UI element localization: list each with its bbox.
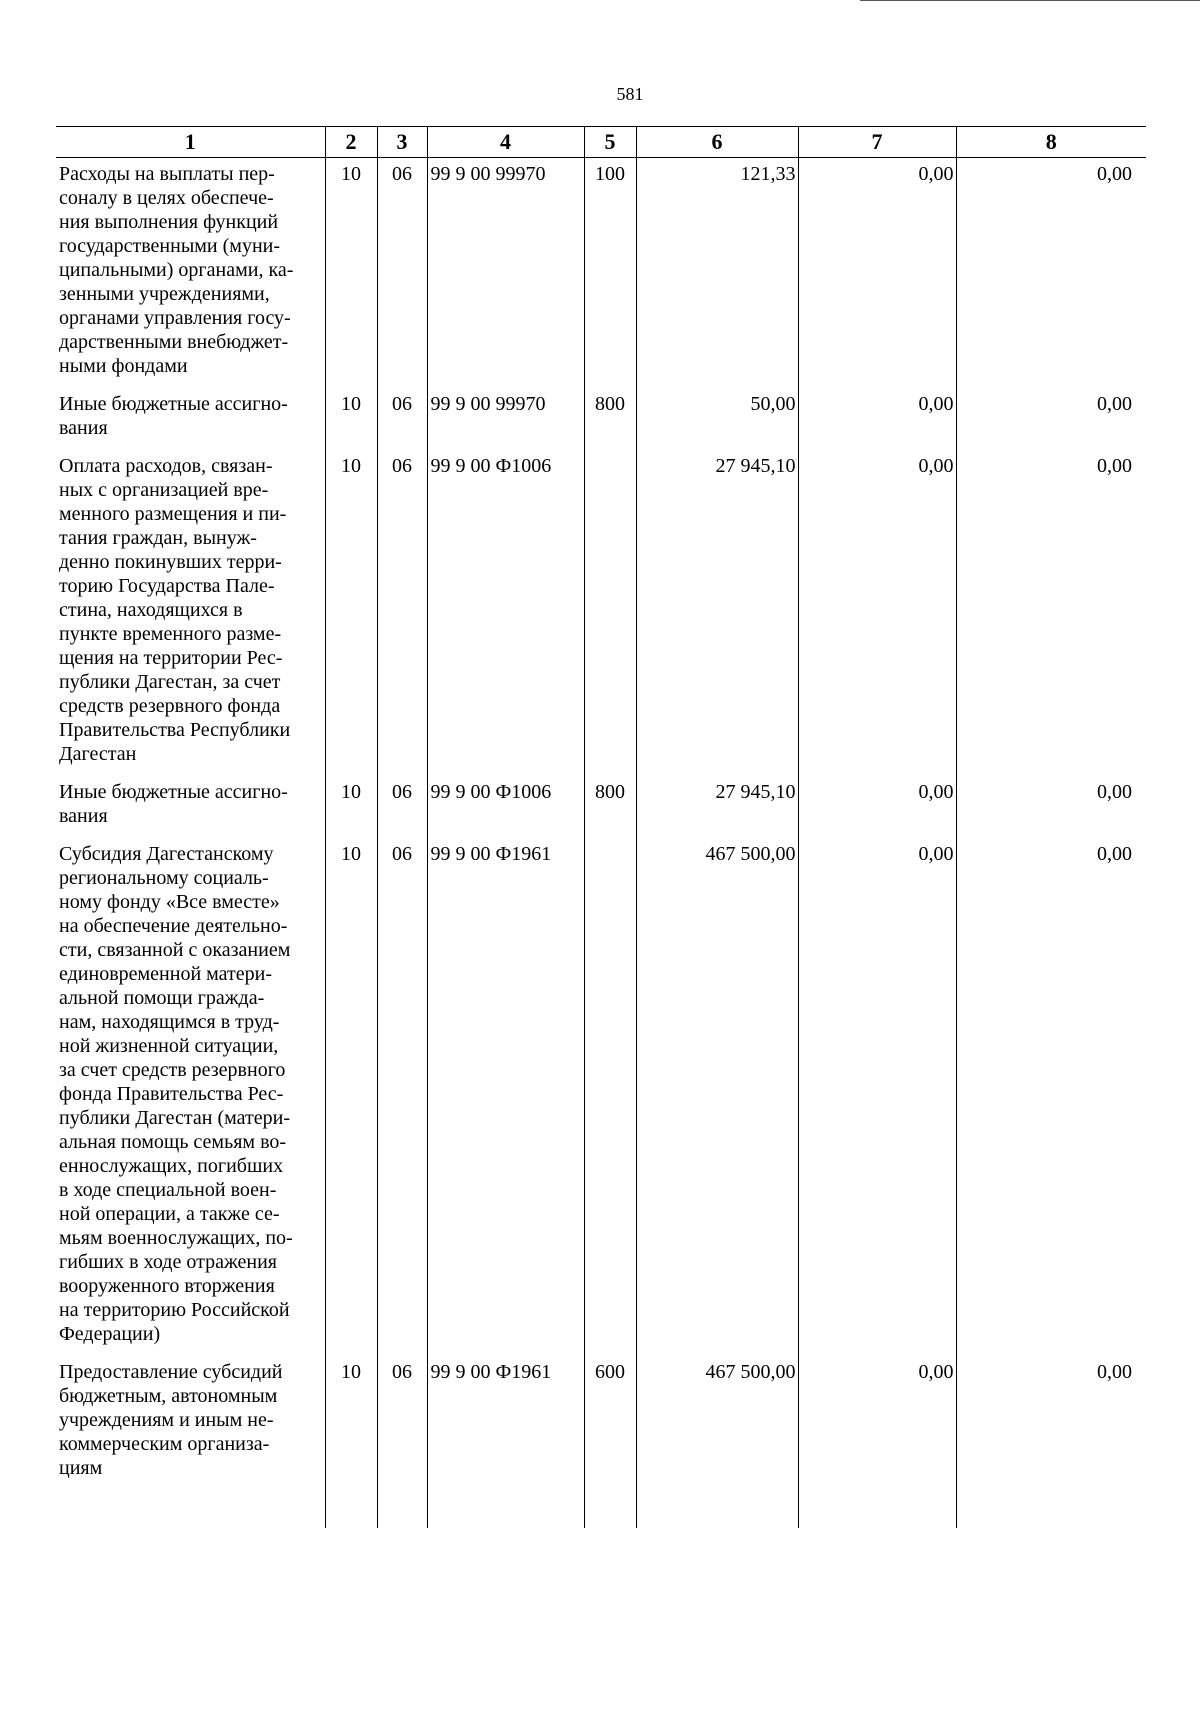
table-row <box>56 776 1146 838</box>
continuation-cell <box>377 1490 427 1528</box>
row-description <box>56 450 325 776</box>
subsection-code: 06 <box>377 450 427 776</box>
amount-column-8: 0,00 <box>956 776 1146 838</box>
subsection-code: 06 <box>377 776 427 838</box>
amount-column-6: 27 945,10 <box>636 776 798 838</box>
amount-column-8: 0,00 <box>956 1356 1146 1490</box>
target-article-code: 99 9 00 99970 <box>427 158 584 389</box>
continuation-cell <box>427 1490 584 1528</box>
row-description-text: Оплата расходов, связан- ных с организацией вре- менного размещения и пи- тания граждан, вынуж- денно покинувших терри- торию Государства Пале- стина, находящихся в пункте временного разме- щения на территории Рес- публики Дагестан, за счет средств резервного фонда Правительства Республики Дагестан <box>59 455 291 765</box>
continuation-cell <box>636 1490 798 1528</box>
amount-column-8: 0,00 <box>956 450 1146 776</box>
column-header-1: 1 <box>56 127 325 158</box>
amount-column-7: 0,00 <box>798 388 956 450</box>
row-description-text: Расходы на выплаты пер- соналу в целях обеспече- ния выполнения функций государственными (муни- ципальными) органами, ка- зенными учреждениями, органами управления госу- дарственными внебюджет- ными фондами <box>59 163 294 377</box>
row-description <box>56 838 325 1356</box>
section-code: 10 <box>325 1356 377 1490</box>
section-code: 10 <box>325 776 377 838</box>
subsection-code: 06 <box>377 838 427 1356</box>
subsection-code: 06 <box>377 1356 427 1490</box>
amount-column-7: 0,00 <box>798 838 956 1356</box>
continuation-cell <box>584 1490 636 1528</box>
target-article-code: 99 9 00 Ф1006 <box>427 776 584 838</box>
column-header-4: 4 <box>427 127 584 158</box>
expense-type-code: 800 <box>584 776 636 838</box>
expense-type-code: 800 <box>584 388 636 450</box>
subsection-code: 06 <box>377 388 427 450</box>
column-header-8: 8 <box>956 127 1146 158</box>
amount-column-7: 0,00 <box>798 450 956 776</box>
section-code: 10 <box>325 158 377 389</box>
page-number: 581 <box>616 84 644 104</box>
section-code: 10 <box>325 388 377 450</box>
table-row <box>56 158 1146 389</box>
target-article-code: 99 9 00 99970 <box>427 388 584 450</box>
amount-column-8: 0,00 <box>956 158 1146 389</box>
row-description <box>56 1356 325 1490</box>
expense-type-code <box>584 450 636 776</box>
row-description <box>56 776 325 838</box>
table-row <box>56 838 1146 1356</box>
expense-type-code: 100 <box>584 158 636 389</box>
continuation-cell <box>56 1490 325 1528</box>
column-header-7: 7 <box>798 127 956 158</box>
expense-type-code <box>584 838 636 1356</box>
section-code: 10 <box>325 838 377 1356</box>
continuation-cell <box>798 1490 956 1528</box>
column-header-5: 5 <box>584 127 636 158</box>
target-article-code: 99 9 00 Ф1961 <box>427 838 584 1356</box>
amount-column-7: 0,00 <box>798 1356 956 1490</box>
continuation-cell <box>956 1490 1146 1528</box>
table-header-row <box>56 127 1146 158</box>
column-header-6: 6 <box>636 127 798 158</box>
budget-table <box>56 126 1146 1528</box>
expense-type-code: 600 <box>584 1356 636 1490</box>
column-header-2: 2 <box>325 127 377 158</box>
column-header-3: 3 <box>377 127 427 158</box>
row-description-text: Субсидия Дагестанскому региональному социаль- ному фонду «Все вместе» на обеспечение деятельно- сти, связанной с оказанием единовременной матери- альной помощи гражда- нам, находящимся в труд- ной жизненной ситуации, за счет средств резервного фонда Правительства Рес- публики Дагестан (матери- альная помощь семьям во- еннослужащих, погибших в ходе специальной воен- ной операции, а также се- мьям военнослужащих, по- гибших в ходе отражения вооруженного вторжения на территорию Российской Федерации) <box>59 843 293 1345</box>
table-row <box>56 388 1146 450</box>
table-row <box>56 450 1146 776</box>
amount-column-8: 0,00 <box>956 838 1146 1356</box>
amount-column-8: 0,00 <box>956 388 1146 450</box>
amount-column-6: 121,33 <box>636 158 798 389</box>
amount-column-7: 0,00 <box>798 776 956 838</box>
section-code: 10 <box>325 450 377 776</box>
row-description-text: Иные бюджетные ассигно- вания <box>59 393 288 439</box>
amount-column-6: 467 500,00 <box>636 838 798 1356</box>
row-description-text: Иные бюджетные ассигно- вания <box>59 781 288 827</box>
target-article-code: 99 9 00 Ф1961 <box>427 1356 584 1490</box>
amount-column-6: 27 945,10 <box>636 450 798 776</box>
top-edge-rule <box>860 0 1200 1</box>
table-row <box>56 1356 1146 1490</box>
row-description <box>56 388 325 450</box>
row-description <box>56 158 325 389</box>
table-continuation-row <box>56 1490 1146 1528</box>
subsection-code: 06 <box>377 158 427 389</box>
amount-column-7: 0,00 <box>798 158 956 389</box>
continuation-cell <box>325 1490 377 1528</box>
amount-column-6: 467 500,00 <box>636 1356 798 1490</box>
amount-column-6: 50,00 <box>636 388 798 450</box>
target-article-code: 99 9 00 Ф1006 <box>427 450 584 776</box>
row-description-text: Предоставление субсидий бюджетным, автономным учреждениям и иным не- коммерческим организа- циям <box>59 1361 283 1479</box>
